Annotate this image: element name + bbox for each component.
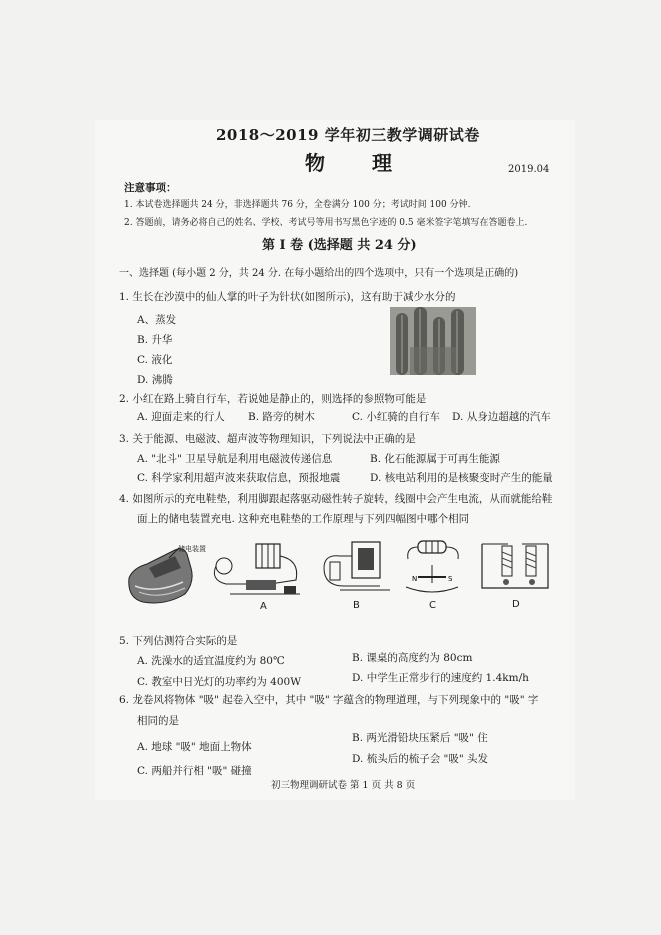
figure-label-c: C bbox=[429, 600, 436, 611]
q3-stem: 3. 关于能源、电磁波、超声波等物理知识，下列说法中正确的是 bbox=[119, 433, 416, 445]
q2-option-b: B. 路旁的树木 bbox=[248, 411, 315, 423]
svg-text:N: N bbox=[412, 575, 418, 583]
q3-option-c: C. 科学家利用超声波来获取信息，预报地震 bbox=[137, 472, 341, 484]
q6-option-d: D. 梳头后的梳子会 "吸" 头发 bbox=[352, 753, 489, 765]
q6-stem-line2: 相同的是 bbox=[137, 715, 179, 727]
q1-option-c: C. 液化 bbox=[137, 354, 173, 366]
cactus-photo bbox=[390, 307, 476, 375]
figure-d-electromagnets bbox=[478, 538, 556, 596]
exam-title: 2018～2019 学年初三教学调研试卷 bbox=[216, 126, 480, 144]
figure-c-compass bbox=[404, 537, 464, 597]
exam-date: 2019.04 bbox=[508, 164, 550, 175]
q5-option-b: B. 课桌的高度约为 80cm bbox=[352, 652, 473, 664]
subject-title: 物 理 bbox=[305, 151, 412, 175]
figure-a-electromagnet bbox=[210, 540, 306, 604]
q2-option-a: A. 迎面走来的行人 bbox=[137, 411, 225, 423]
q5-option-c: C. 教室中日光灯的功率约为 400W bbox=[137, 676, 302, 688]
figure-label-d: D bbox=[512, 599, 520, 610]
q6-option-c: C. 两船并行相 "吸" 碰撞 bbox=[137, 765, 252, 777]
notice-item-2: 2. 答题前，请务必将自己的姓名、学校、考试号等用书写黑色字迹的 0.5 毫米签字笔填写在答题卷上. bbox=[124, 218, 528, 228]
figure-label-a: A bbox=[260, 601, 267, 612]
section-instruction: 一、选择题 (每小题 2 分，共 24 分. 在每小题给出的四个选项中，只有一个选项是正确的) bbox=[119, 268, 519, 279]
q1-option-b: B. 升华 bbox=[137, 334, 173, 346]
page-footer: 初三物理调研试卷 第 1 页 共 8 页 bbox=[271, 780, 416, 791]
q1-option-a: A、蒸发 bbox=[137, 314, 177, 326]
figure-label-b: B bbox=[353, 600, 360, 611]
q3-option-d: D. 核电站利用的是核聚变时产生的能量 bbox=[370, 472, 553, 484]
q5-option-a: A. 洗澡水的适宜温度约为 80℃ bbox=[137, 655, 285, 667]
q4-stem-line1: 4. 如图所示的充电鞋垫，利用脚跟起落驱动磁性转子旋转，线圈中会产生电流，从而就能给鞋 bbox=[119, 493, 553, 505]
q5-option-d: D. 中学生正常步行的速度约 1.4km/h bbox=[352, 672, 529, 684]
q2-option-d: D. 从身边超越的汽车 bbox=[452, 411, 551, 423]
q2-option-c: C. 小红骑的自行车 bbox=[352, 411, 440, 423]
shoe-storage-label: 储电装置 bbox=[178, 545, 206, 553]
q3-option-a: A. "北斗" 卫星导航是利用电磁波传递信息 bbox=[137, 453, 333, 465]
q1-stem: 1. 生长在沙漠中的仙人掌的叶子为针状(如图所示)，这有助于减少水分的 bbox=[119, 291, 456, 303]
q1-option-d: D. 沸腾 bbox=[137, 374, 173, 386]
q6-option-a: A. 地球 "吸" 地面上物体 bbox=[137, 741, 252, 753]
q6-stem-line1: 6. 龙卷风将物体 "吸" 起卷入空中，其中 "吸" 字蕴含的物理道理，与下列现象中的 "吸" 字 bbox=[119, 694, 539, 706]
figure-b-motor bbox=[320, 538, 394, 598]
svg-text:S: S bbox=[448, 575, 453, 583]
q6-option-b: B. 两光滑铅块压紧后 "吸" 住 bbox=[352, 732, 488, 744]
section-title: 第 I 卷 (选择题 共 24 分) bbox=[262, 238, 417, 253]
q3-option-b: B. 化石能源属于可再生能源 bbox=[370, 453, 500, 465]
q4-stem-line2: 面上的储电装置充电. 这种充电鞋垫的工作原理与下列四幅图中哪个相同 bbox=[137, 513, 470, 525]
notice-heading: 注意事项： bbox=[124, 182, 177, 194]
notice-item-1: 1. 本试卷选择题共 24 分，非选择题共 76 分，全卷满分 100 分；考试时间 100 分钟. bbox=[124, 200, 471, 210]
q2-stem: 2. 小红在路上骑自行车，若说她是静止的，则选择的参照物可能是 bbox=[119, 393, 427, 405]
q5-stem: 5. 下列估测符合实际的是 bbox=[119, 635, 238, 647]
